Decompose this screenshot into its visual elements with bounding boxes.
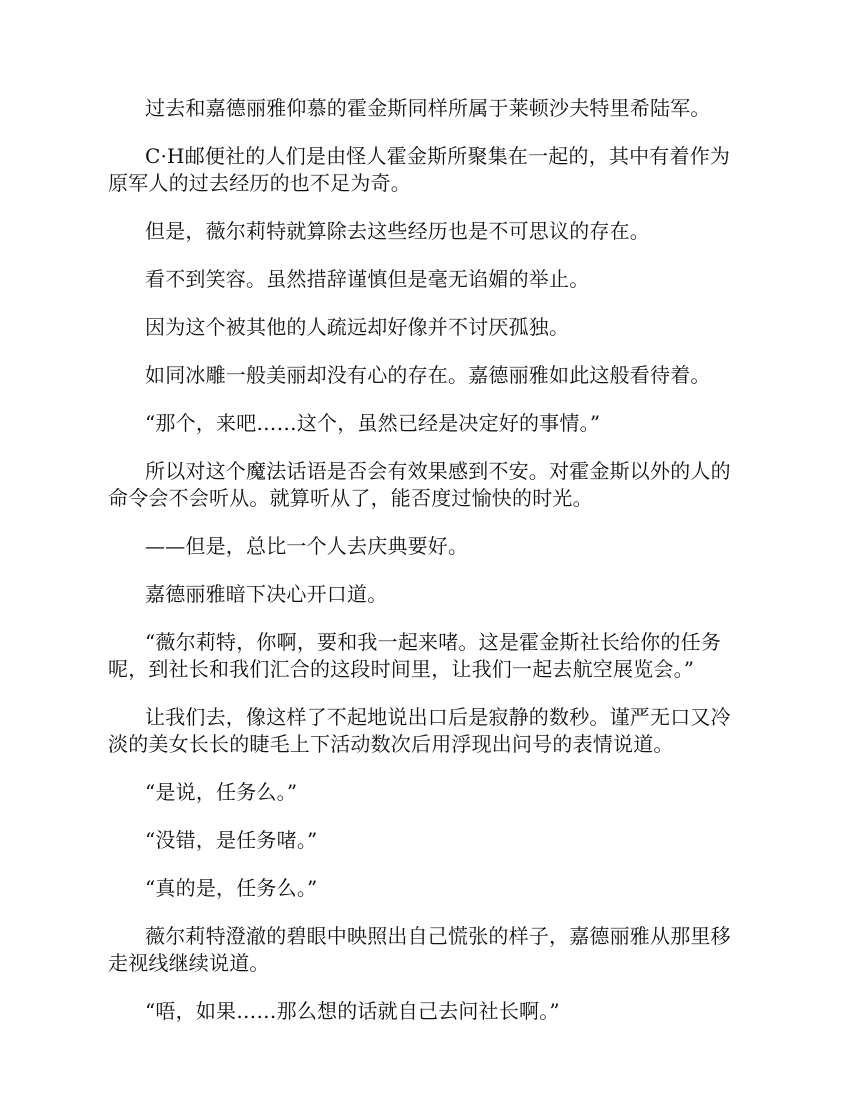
dialogue-paragraph: “薇尔莉特，你啊，要和我一起来啫。这是霍金斯社长给你的任务呢，到社长和我们汇合的这段时间里，让我们一起去航空展览会。” bbox=[108, 630, 722, 681]
dialogue-paragraph: “唔，如果……那么想的话就自己去问社长啊。” bbox=[145, 999, 560, 1023]
dialogue-paragraph: “那个，来吧……这个，虽然已经是决定好的事情。” bbox=[145, 411, 601, 435]
paragraph: 看不到笑容。虽然措辞谨慎但是毫无谄媚的举止。 bbox=[145, 267, 590, 291]
paragraph: 但是，薇尔莉特就算除去这些经历也是不可思议的存在。 bbox=[145, 219, 650, 243]
paragraph: 嘉德丽雅暗下决心开口道。 bbox=[145, 582, 388, 606]
paragraph: 让我们去，像这样了不起地说出口后是寂静的数秒。谨严无口又冷淡的美女长长的睫毛上下活动数次后用浮现出问号的表情说道。 bbox=[108, 705, 731, 756]
paragraph: 过去和嘉德丽雅仰慕的霍金斯同样所属于莱顿沙夫特里希陆军。 bbox=[145, 96, 711, 120]
paragraph: C·H邮便社的人们是由怪人霍金斯所聚集在一起的，其中有着作为原军人的过去经历的也不足为奇。 bbox=[108, 144, 731, 195]
dialogue-paragraph: “是说，任务么。” bbox=[145, 780, 298, 804]
paragraph: 因为这个被其他的人疏远却好像并不讨厌孤独。 bbox=[145, 315, 570, 339]
dialogue-paragraph: “真的是，任务么。” bbox=[145, 876, 318, 900]
paragraph: 所以对这个魔法话语是否会有效果感到不安。对霍金斯以外的人的命令会不会听从。就算听从了，能否度过愉快的时光。 bbox=[108, 459, 731, 510]
paragraph: 薇尔莉特澄澈的碧眼中映照出自己慌张的样子，嘉德丽雅从那里移走视线继续说道。 bbox=[108, 924, 731, 975]
paragraph: ——但是，总比一个人去庆典要好。 bbox=[145, 534, 469, 558]
paragraph: 如同冰雕一般美丽却没有心的存在。嘉德丽雅如此这般看待着。 bbox=[145, 363, 711, 387]
dialogue-paragraph: “没错，是任务啫。” bbox=[145, 828, 318, 852]
